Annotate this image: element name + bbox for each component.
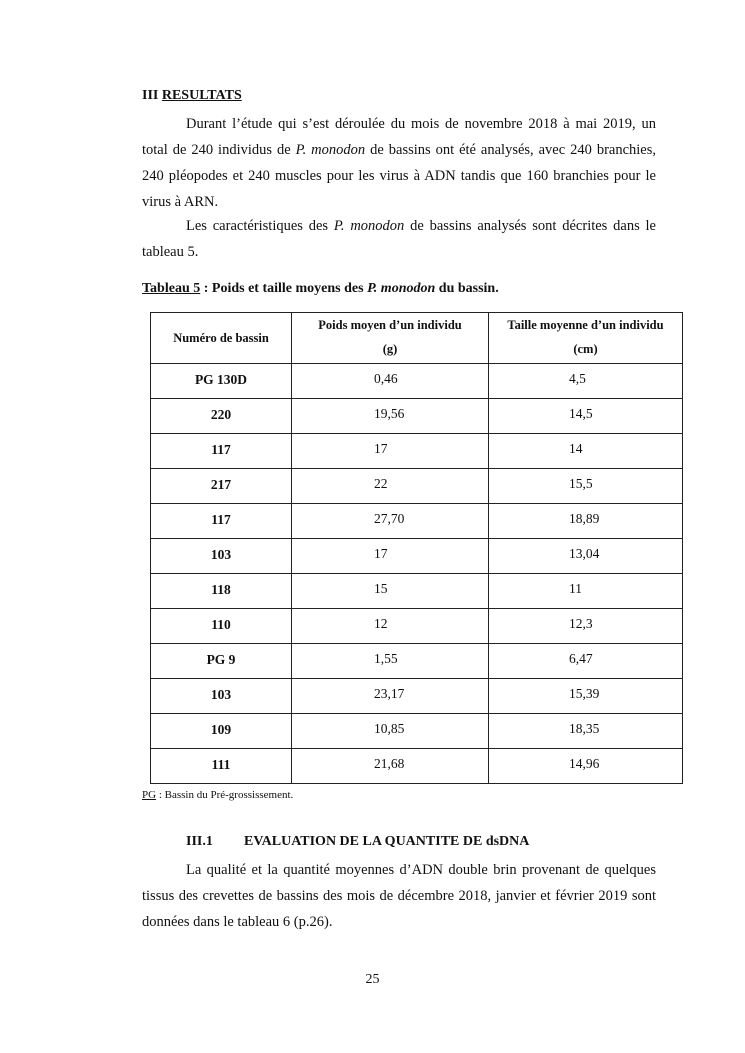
cell-poids: 12 [292,609,489,644]
page-number: 25 [365,972,380,987]
cell-poids: 22 [292,469,489,504]
table-row [151,504,683,539]
cell-poids: 17 [292,434,489,469]
cell-poids: 27,70 [292,504,489,539]
cell-poids: 19,56 [292,399,489,434]
cell-taille: 4,5 [489,364,683,399]
cell-taille: 13,04 [489,539,683,574]
cell-poids: 21,68 [292,749,489,784]
cell-bassin: 111 [151,749,292,784]
table-row [151,609,683,644]
results-paragraph-2 [142,213,656,265]
header-taille-line1: Taille moyenne d’un individu [507,318,664,332]
cell-bassin: 118 [151,574,292,609]
header-bassin: Numéro de bassin [151,313,292,364]
header-taille-unit: (cm) [573,342,598,356]
cell-bassin: 109 [151,714,292,749]
cell-taille: 12,3 [489,609,683,644]
paragraph2-text-a: Les caractéristiques des [186,218,334,234]
table-row [151,364,683,399]
subsection-number: III.1 [186,834,213,849]
cell-bassin: 217 [151,469,292,504]
cell-taille: 14 [489,434,683,469]
header-taille [489,313,683,364]
cell-poids: 10,85 [292,714,489,749]
cell-taille: 14,96 [489,749,683,784]
paragraph2-text-b: de bassins analysés sont décrites dans le tableau 5. [142,218,656,260]
section-heading [142,88,242,104]
header-poids [292,313,489,364]
table-row [151,539,683,574]
caption-text-b: du bassin. [435,281,499,296]
table-row [151,749,683,784]
cell-bassin: 117 [151,434,292,469]
table-header-row [151,313,683,364]
section-number: III [142,88,159,103]
footnote-text: : Bassin du Pré-grossissement. [156,789,294,801]
cell-bassin: 103 [151,539,292,574]
cell-poids: 1,55 [292,644,489,679]
section-title: RESULTATS [161,88,242,103]
dsdna-paragraph [142,857,656,935]
cell-bassin: 117 [151,504,292,539]
cell-bassin: 103 [151,679,292,714]
table-row [151,469,683,504]
table-caption [142,281,499,297]
paragraph3-text: La qualité et la quantité moyennes d’ADN double brin provenant de quelques tissus des crevettes de bassins des mois de décembre 2018, janvier et février 2019 sont données dans le tableau 6 (p.26). [142,862,656,930]
cell-bassin: 220 [151,399,292,434]
cell-poids: 17 [292,539,489,574]
subsection-heading [186,834,529,850]
cell-bassin: PG 9 [151,644,292,679]
table-row [151,399,683,434]
footnote-abbr: PG [142,789,157,801]
cell-poids: 23,17 [292,679,489,714]
data-table [150,312,683,784]
table-label: Tableau 5 [142,281,201,296]
table-footnote [142,789,293,801]
cell-taille: 18,89 [489,504,683,539]
header-poids-unit: (g) [382,342,398,356]
cell-taille: 14,5 [489,399,683,434]
cell-taille: 18,35 [489,714,683,749]
cell-taille: 6,47 [489,644,683,679]
table-row [151,644,683,679]
cell-bassin: 110 [151,609,292,644]
table-row [151,434,683,469]
cell-taille: 15,39 [489,679,683,714]
cell-taille: 11 [489,574,683,609]
paragraph1-text-b: de bassins ont été analysés, avec 240 branchies, 240 pléopodes et 240 muscles pour les virus à ADN tandis que 160 branchies pour le virus à ARN. [142,142,657,210]
species-name: P. monodon [367,281,436,296]
table-row [151,714,683,749]
table-row [151,574,683,609]
paragraph1-text-a: Durant l’étude qui s’est déroulée du mois de novembre 2018 à mai 2019, un total de 240 individus de [142,116,656,158]
cell-poids: 15 [292,574,489,609]
subsection-title: EVALUATION DE LA QUANTITE DE dsDNA [244,834,530,849]
caption-text-a: : Poids et taille moyens des [200,281,368,296]
species-name: P. monodon [333,218,405,234]
cell-bassin: PG 130D [151,364,292,399]
results-paragraph-1 [142,111,656,215]
species-name: P. monodon [295,142,366,158]
header-poids-line1: Poids moyen d’un individu [318,318,462,332]
cell-poids: 0,46 [292,364,489,399]
cell-taille: 15,5 [489,469,683,504]
table-row [151,679,683,714]
